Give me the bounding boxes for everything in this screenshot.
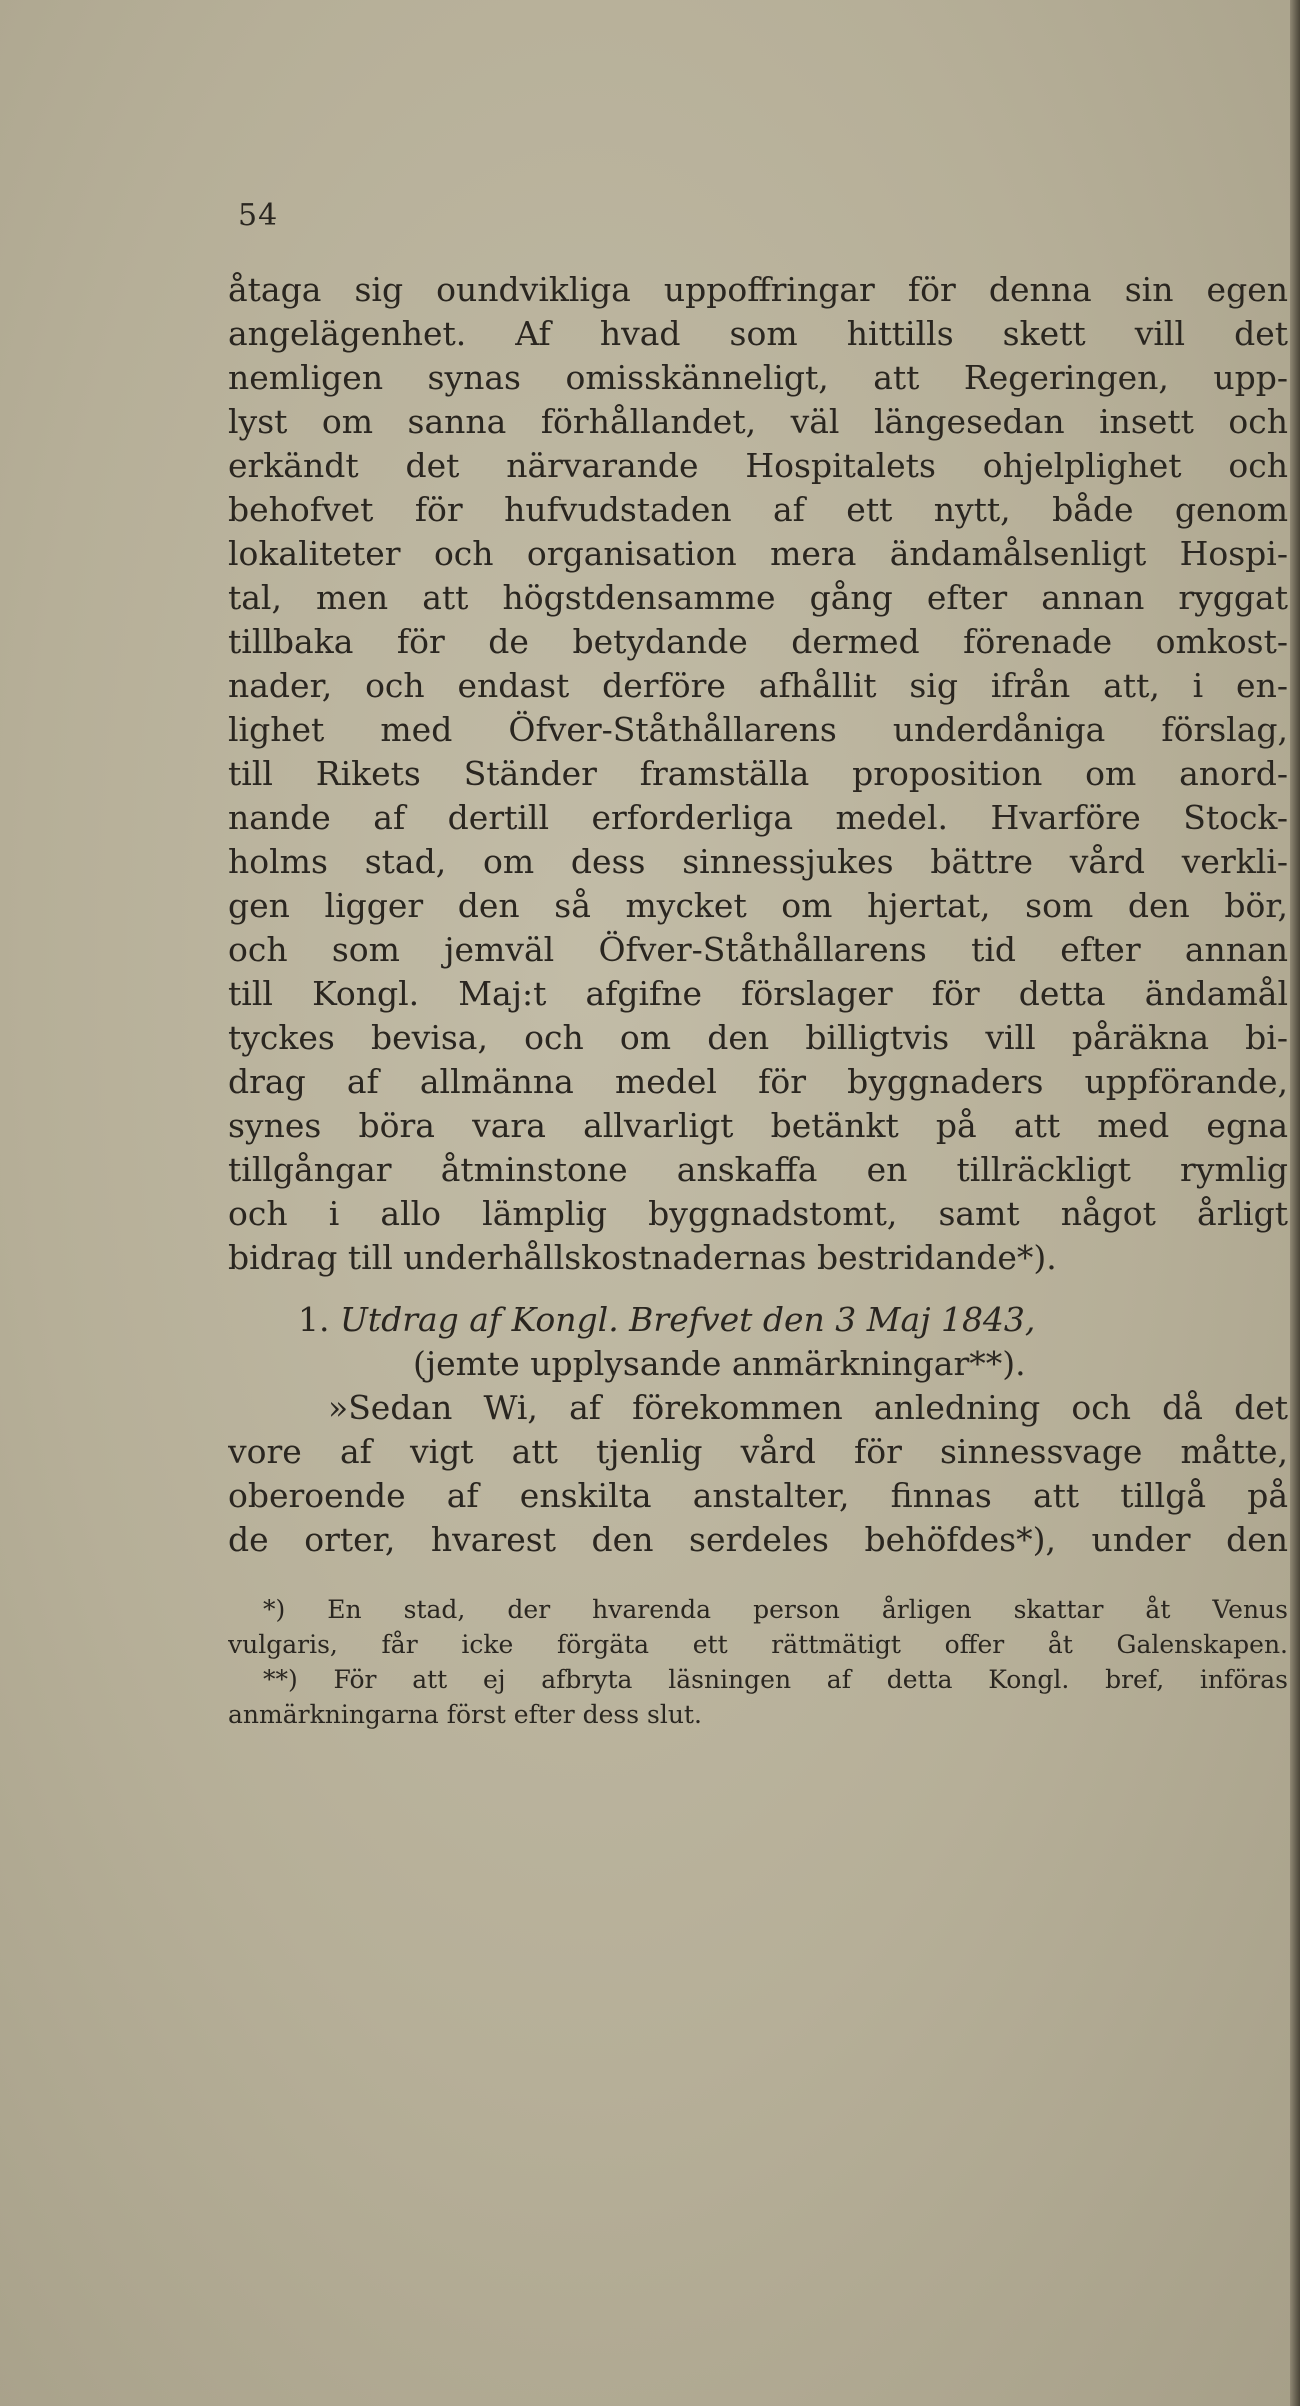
quote-line: de orter, hvarest den serdeles behöfdes*), under den	[228, 1520, 1288, 1559]
body-line: erkändt det närvarande Hospitalets ohjelplighet och	[228, 446, 1288, 485]
body-line: och i allo lämplig byggnadstomt, samt något årligt	[228, 1194, 1288, 1233]
body-line: lokaliteter och organisation mera ändamålsenligt Hospi-	[228, 534, 1288, 573]
footnote-line: anmärkningarna först efter dess slut.	[228, 1700, 702, 1729]
body-line: lighet med Öfver-Ståthållarens underdåniga förslag,	[228, 710, 1288, 749]
page-number: 54	[238, 198, 279, 233]
body-line: åtaga sig oundvikliga uppoffringar för denna sin egen	[228, 270, 1288, 309]
quote-line: oberoende af enskilta anstalter, finnas att tillgå på	[228, 1476, 1288, 1515]
footnote-line: *) En stad, der hvarenda person årligen skattar åt Venus	[263, 1595, 1288, 1624]
body-line: holms stad, om dess sinnessjukes bättre vård verkli-	[228, 842, 1288, 881]
body-line: tillbaka för de betydande dermed förenade omkost-	[228, 622, 1288, 661]
footnotes	[228, 1592, 1288, 1732]
section-heading-title: Utdrag af Kongl. Brefvet den 3 Maj 1843,	[340, 1300, 1036, 1339]
body-line: synes böra vara allvarligt betänkt på att med egna	[228, 1106, 1288, 1145]
footnote-line: **) För att ej afbryta läsningen af detta Kongl. bref, införas	[263, 1665, 1288, 1694]
body-line: lyst om sanna förhållandet, väl längesedan insett och	[228, 402, 1288, 441]
quote-line: vore af vigt att tjenlig vård för sinnessvage måtte,	[228, 1432, 1288, 1471]
body-line: drag af allmänna medel för byggnaders uppförande,	[228, 1062, 1288, 1101]
body-line: bidrag till underhållskostnadernas bestridande*).	[228, 1238, 1057, 1277]
page-edge-shadow	[1290, 0, 1300, 2406]
body-line: tillgångar åtminstone anskaffa en tillräckligt rymlig	[228, 1150, 1288, 1189]
body-line: gen ligger den så mycket om hjertat, som den bör,	[228, 886, 1288, 925]
body-line: angelägenhet. Af hvad som hittills skett vill det	[228, 314, 1288, 353]
section-heading-number: 1.	[298, 1300, 330, 1339]
section-subheading: (jemte upplysande anmärkningar**).	[413, 1344, 1026, 1383]
quote-line: »Sedan Wi, af förekommen anledning och då det	[328, 1388, 1288, 1427]
footnote-line: vulgaris, får icke förgäta ett rättmätigt offer åt Galenskapen.	[228, 1630, 1288, 1659]
body-line: och som jemväl Öfver-Ståthållarens tid efter annan	[228, 930, 1288, 969]
main-text	[228, 268, 1288, 1732]
body-line: nemligen synas omisskänneligt, att Regeringen, upp-	[228, 358, 1288, 397]
body-line: tal, men att högstdensamme gång efter annan ryggat	[228, 578, 1288, 617]
body-line: tyckes bevisa, och om den billigtvis vill påräkna bi-	[228, 1018, 1288, 1057]
section-heading	[228, 1298, 1288, 1342]
body-line: nande af dertill erforderliga medel. Hvarföre Stock-	[228, 798, 1288, 837]
body-line: till Rikets Ständer framställa proposition om anord-	[228, 754, 1288, 793]
body-line: behofvet för hufvudstaden af ett nytt, både genom	[228, 490, 1288, 529]
body-line: till Kongl. Maj:t afgifne förslager för detta ändamål	[228, 974, 1288, 1013]
body-line: nader, och endast derföre afhållit sig ifrån att, i en-	[228, 666, 1288, 705]
